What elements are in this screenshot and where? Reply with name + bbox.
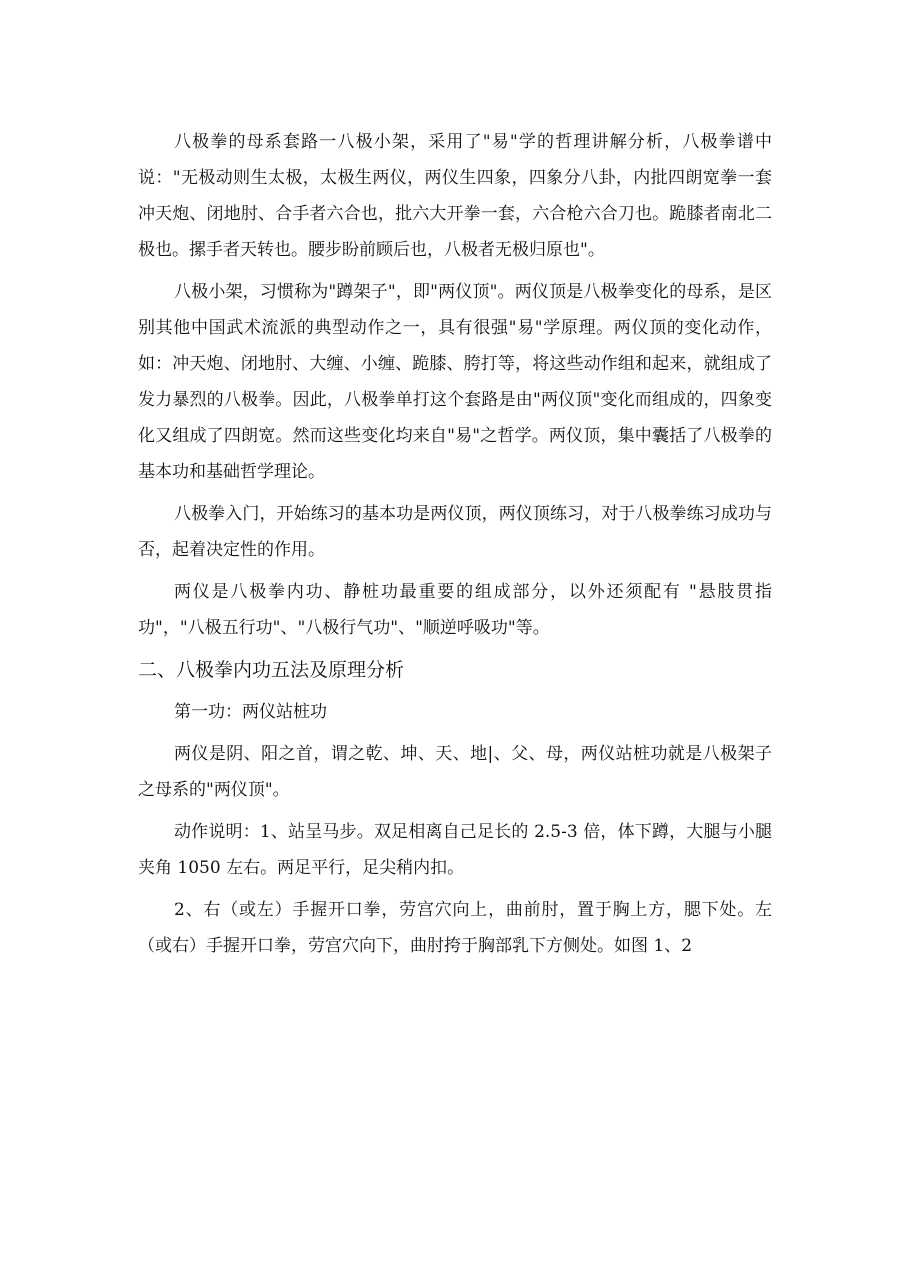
subsection-title: 第一功：两仪站桩功 [174,702,327,722]
intro-paragraph-2: 八极小架，习惯称为"蹲架子"，即"两仪顶"。两仪顶是八极拳变化的母系，是区别其他中国武术流派的典型动作之一，具有很强"易"学原理。两仪顶的变化动作，如：冲天炮、闭地肘、大缠、小缠、跪膝、胯打等，将这些动作组和起来，就组成了发力暴烈的八极拳。因此，八极拳单打这个套路是由"两仪顶"变化而组成的，四象变化又组成了四朗宽。然而这些变化均来自"易"之哲学。两仪顶，集中囊括了八极拳的基本功和基础哲学理论。 [138,282,772,482]
intro-paragraph-1: 八极拳的母系套路一八极小架，采用了"易"学的哲理讲解分析，八极拳谱中说："无极动则生太极，太极生两仪，两仪生四象，四象分八卦，内批四朗宽拳一套冲天炮、闭地肘、合手者六合也，批六大开拳一套，六合枪六合刀也。跪膝者南北二极也。摞手者天转也。腰步盼前顾后也，八极者无极归原也"。 [138,132,772,260]
intro-paragraph-3: 八极拳入门，开始练习的基本功是两仪顶，两仪顶练习，对于八极拳练习成功与否，起着决定性的作用。 [138,504,772,560]
intro-paragraph-4: 两仪是八极拳内功、静桩功最重要的组成部分，以外还须配有 "悬肢贯指功"，"八极五行功"、"八极行气功"、"顺逆呼吸功"等。 [138,582,772,638]
section-paragraph-3: 2、右（或左）手握开口拳，劳宫穴向上，曲前肘，置于胸上方，腮下处。左（或右）手握开口拳，劳宫穴向下，曲肘挎于胸部乳下方侧处。如图 1、2 [138,900,772,956]
document-page [138,124,772,964]
section-paragraph-2: 动作说明：1、站呈马步。双足相离自己足长的 2.5-3 倍，体下蹲，大腿与小腿夹角 1050 左右。两足平行，足尖稍内扣。 [138,822,772,878]
section-paragraph-1: 两仪是阴、阳之首，谓之乾、坤、天、地|、父、母，两仪站桩功就是八极架子之母系的"两仪顶"。 [138,744,772,800]
section-heading: 二、八极拳内功五法及原理分析 [138,659,405,681]
